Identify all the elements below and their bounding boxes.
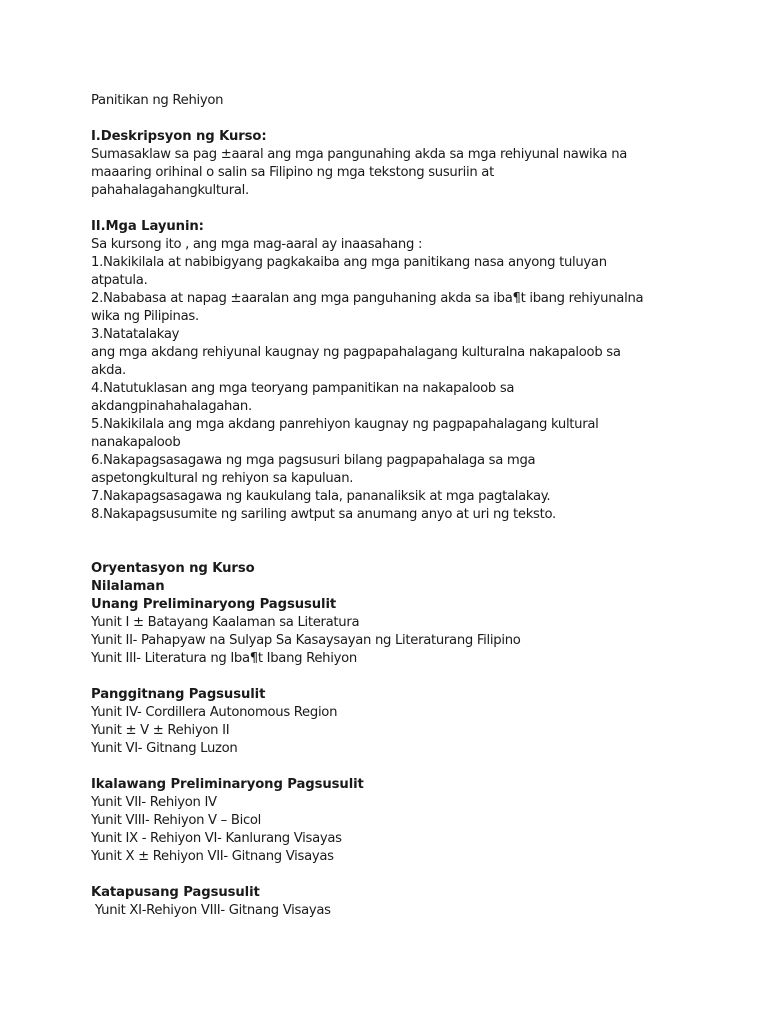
unit-item: Yunit IX - Rehiyon VI- Kanlurang Visayas <box>91 831 342 846</box>
layunin-line: 5.Nakikilala ang mga akdang panrehiyon kaugnay ng pagpapahalagang kultural <box>91 417 599 432</box>
deskripsyon-section <box>91 128 731 200</box>
exam-section <box>91 686 731 758</box>
unit-item: Yunit X ± Rehiyon VII- Gitnang Visayas <box>91 849 334 864</box>
unit-item: Yunit VI- Gitnang Luzon <box>91 741 238 756</box>
layunin-line: akda. <box>91 363 126 378</box>
exam-section <box>91 596 731 668</box>
deskripsyon-heading: I.Deskripsyon ng Kurso: <box>91 129 267 144</box>
layunin-line: aspetongkultural ng rehiyon sa kapuluan. <box>91 471 354 486</box>
layunin-line: 7.Nakapagsasagawa ng kaukulang tala, pananaliksik at mga pagtalakay. <box>91 489 551 504</box>
exam-section-heading: Unang Preliminaryong Pagsusulit <box>91 597 337 612</box>
layunin-line: atpatula. <box>91 273 148 288</box>
unit-item: Yunit IV- Cordillera Autonomous Region <box>91 705 338 720</box>
unit-item: Yunit III- Literatura ng Iba¶t Ibang Rehiyon <box>91 651 357 666</box>
layunin-line: wika ng Pilipinas. <box>91 309 199 324</box>
document-title: Panitikan ng Rehiyon <box>91 93 224 108</box>
layunin-line: 2.Nababasa at napag ±aaralan ang mga panguhaning akda sa iba¶t ibang rehiyunalna <box>91 291 644 306</box>
nilalaman-heading: Nilalaman <box>91 579 165 594</box>
unit-item: Yunit ± V ± Rehiyon II <box>91 723 230 738</box>
layunin-line: 3.Natatalakay <box>91 327 180 342</box>
deskripsyon-line: pahahalagahangkultural. <box>91 183 249 198</box>
deskripsyon-line: Sumasaklaw sa pag ±aaral ang mga pangunahing akda sa mga rehiyunal nawika na <box>91 147 628 162</box>
oryentasyon-section <box>91 560 731 668</box>
layunin-line: 6.Nakapagsasagawa ng mga pagsusuri bilang pagpapahalaga sa mga <box>91 453 536 468</box>
layunin-line: 8.Nakapagsusumite ng sariling awtput sa anumang anyo at uri ng teksto. <box>91 507 556 522</box>
exam-section-heading: Panggitnang Pagsusulit <box>91 687 266 702</box>
layunin-line: Sa kursong ito , ang mga mag-aaral ay inaasahang : <box>91 237 423 252</box>
layunin-section <box>91 218 731 524</box>
exam-section-heading: Ikalawang Preliminaryong Pagsusulit <box>91 777 364 792</box>
layunin-line: 1.Nakikilala at nabibigyang pagkakaiba ang mga panitikang nasa anyong tuluyan <box>91 255 607 270</box>
layunin-line: ang mga akdang rehiyunal kaugnay ng pagpapahalagang kulturalna nakapaloob sa <box>91 345 621 360</box>
layunin-line: 4.Natutuklasan ang mga teoryang pampanitikan na nakapaloob sa <box>91 381 515 396</box>
exam-section-heading: Katapusang Pagsusulit <box>91 885 260 900</box>
deskripsyon-line: maaaring orihinal o salin sa Filipino ng mga tekstong susuriin at <box>91 165 494 180</box>
unit-item: Yunit I ± Batayang Kaalaman sa Literatura <box>91 615 360 630</box>
layunin-heading: II.Mga Layunin: <box>91 219 204 234</box>
layunin-line: akdangpinahahalagahan. <box>91 399 252 414</box>
document-page <box>91 92 731 920</box>
exam-section <box>91 884 731 920</box>
unit-item: Yunit II- Pahapyaw na Sulyap Sa Kasaysayan ng Literaturang Filipino <box>91 633 521 648</box>
unit-item: Yunit VII- Rehiyon IV <box>91 795 217 810</box>
unit-item: Yunit XI-Rehiyon VIII- Gitnang Visayas <box>91 903 331 918</box>
exam-section <box>91 776 731 866</box>
oryentasyon-heading: Oryentasyon ng Kurso <box>91 561 255 576</box>
unit-item: Yunit VIII- Rehiyon V – Bicol <box>91 813 262 828</box>
layunin-line: nanakapaloob <box>91 435 181 450</box>
